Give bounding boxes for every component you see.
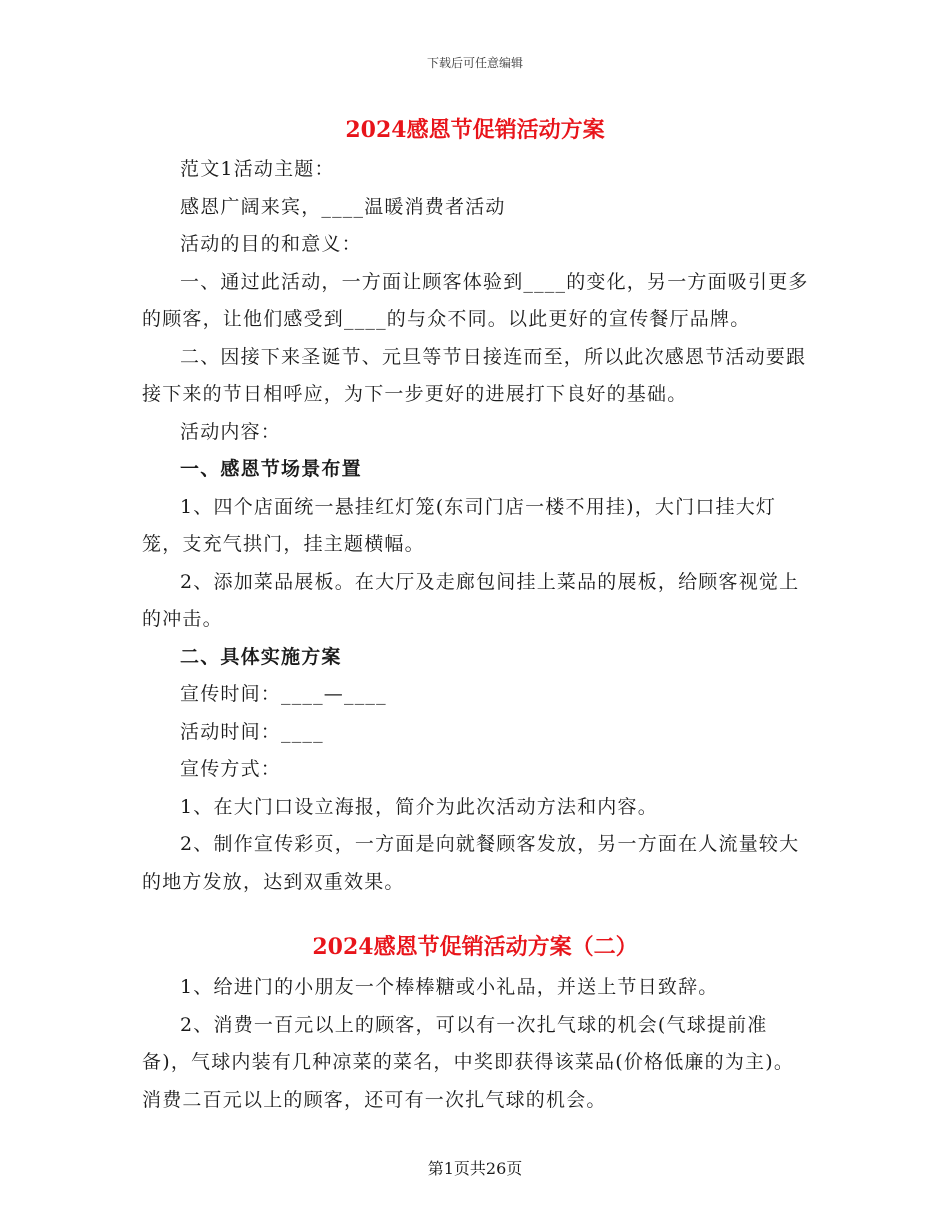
document-title-2: 2024感恩节促销活动方案（二） [312, 934, 638, 960]
paragraph: 2、消费一百元以上的顾客，可以有一次扎气球的机会(气球提前准备)，气球内装有几种凉菜的菜名，中奖即获得该菜品(价格低廉的为主)。消费二百元以上的顾客，还可有一次扎气球的机会。 [142, 1013, 795, 1111]
section-heading: 一、感恩节场景布置 [180, 458, 362, 480]
page-header-note: 下载后可任意编辑 [426, 56, 523, 70]
paragraph: 宣传时间：____—____ [180, 683, 387, 705]
paragraph: 感恩广阔来宾，____温暖消费者活动 [180, 195, 506, 218]
paragraph: 2、添加菜品展板。在大厅及走廊包间挂上菜品的展板，给顾客视觉上的冲击。 [142, 570, 800, 630]
document-title: 2024感恩节促销活动方案 [345, 117, 605, 143]
paragraph: 活动内容： [180, 420, 282, 443]
section-2-body [142, 969, 810, 1119]
paragraph: 活动的目的和意义： [180, 233, 362, 255]
section-1-body [142, 151, 810, 901]
section-heading: 二、具体实施方案 [180, 645, 342, 668]
paragraph: 1、四个店面统一悬挂红灯笼(东司门店一楼不用挂)，大门口挂大灯笼，支充气拱门，挂主题横幅。 [142, 495, 777, 555]
paragraph: 活动时间：____ [180, 720, 324, 743]
paragraph: 1、给进门的小朋友一个棒棒糖或小礼品，并送上节日致辞。 [180, 976, 719, 998]
page-footer-number: 第1页共26页 [427, 1159, 523, 1178]
paragraph: 宣传方式： [180, 758, 282, 780]
paragraph: 1、在大门口设立海报，简介为此次活动方法和内容。 [180, 795, 658, 818]
paragraph: 2、制作宣传彩页，一方面是向就餐顾客发放，另一方面在人流量较大的地方发放，达到双重效果。 [142, 833, 800, 893]
paragraph: 范文1活动主题： [180, 158, 335, 180]
paragraph: 二、因接下来圣诞节、元旦等节日接连而至，所以此次感恩节活动要跟接下来的节日相呼应，为下一步更好的进展打下良好的基础。 [142, 345, 807, 405]
paragraph: 一、通过此活动，一方面让顾客体验到____的变化，另一方面吸引更多的顾客，让他们感受到____的与众不同。以此更好的宣传餐厅品牌。 [142, 270, 809, 330]
